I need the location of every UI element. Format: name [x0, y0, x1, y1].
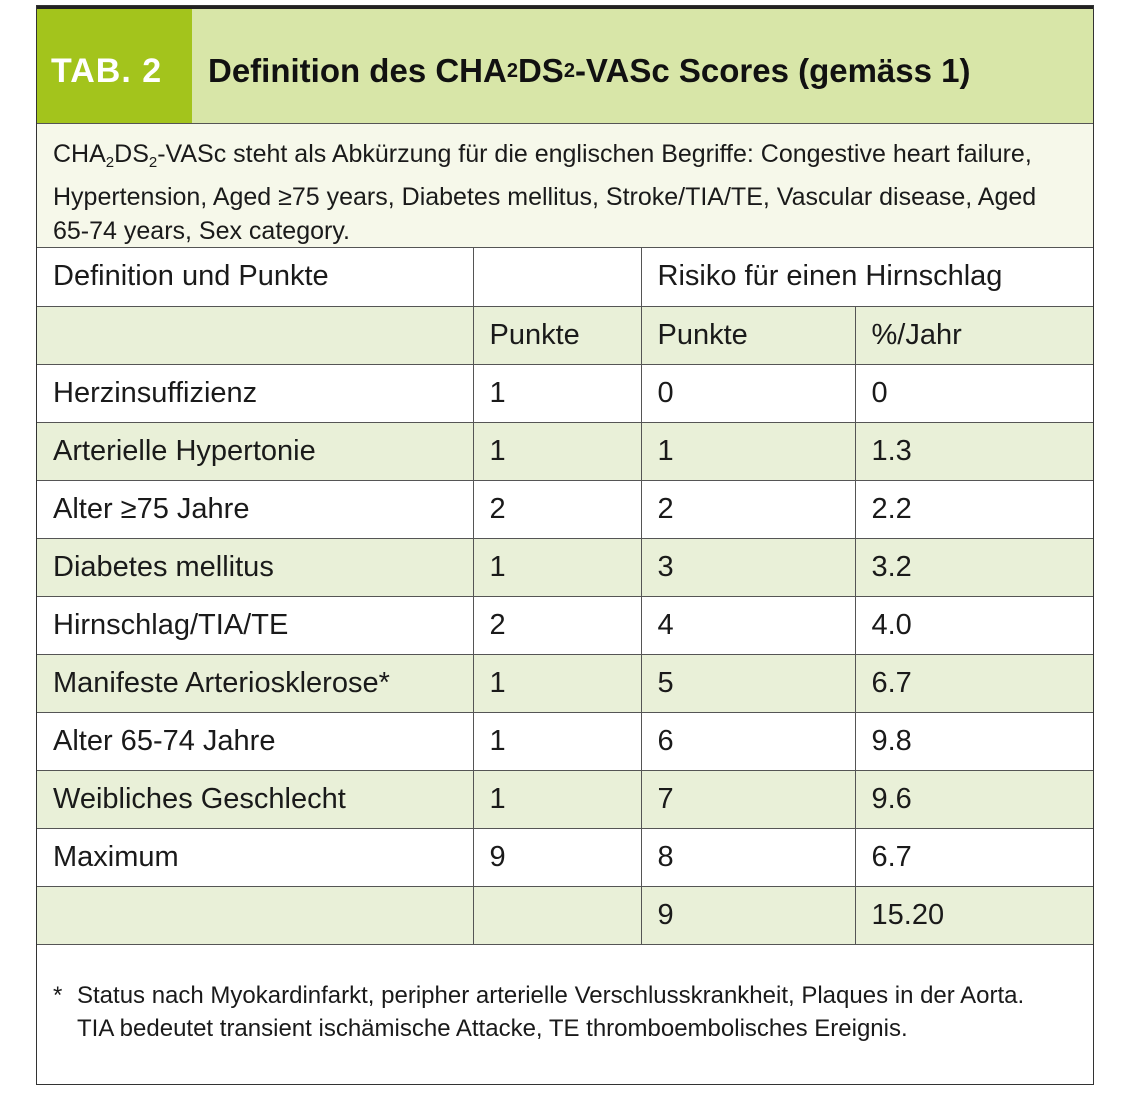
table-cell: 1.3 — [855, 422, 1093, 480]
table-row — [37, 364, 1093, 422]
header-cell — [473, 248, 641, 306]
table-cell: 9.6 — [855, 770, 1093, 828]
table-cell: 4 — [641, 596, 855, 654]
table-cell: 1 — [473, 422, 641, 480]
footnote-line — [53, 979, 1093, 1012]
table-cell: 0 — [855, 364, 1093, 422]
table-cell: 4.0 — [855, 596, 1093, 654]
table-cell: 1 — [641, 422, 855, 480]
table-row — [37, 770, 1093, 828]
table-number-label: TAB. 2 — [37, 9, 192, 123]
header-cell: Definition und Punkte — [37, 248, 473, 306]
table-cell: Herzinsuffizienz — [37, 364, 473, 422]
table-cell: 7 — [641, 770, 855, 828]
table-title — [192, 9, 1093, 123]
table-cell: 0 — [641, 364, 855, 422]
table-cell: 2 — [641, 480, 855, 538]
table-row — [37, 712, 1093, 770]
intro-text-3: -VASc steht als Abkürzung für die englischen Begriffe: Congestive heart failure, Hypertension, Aged ≥75 years, Diabetes mellitus, Stroke/TIA/TE, Vascular disease, Aged 65-74 years, Sex category. — [53, 140, 1037, 245]
table-row — [37, 422, 1093, 480]
footnote-asterisk: * — [53, 982, 63, 1009]
table-cell: 1 — [473, 770, 641, 828]
intro-text-2: DS — [114, 140, 149, 168]
table-row — [37, 828, 1093, 886]
table-cell: 15.20 — [855, 886, 1093, 944]
intro-subscript-1: 2 — [105, 154, 115, 171]
table-row — [37, 654, 1093, 712]
table-cell: Maximum — [37, 828, 473, 886]
table-cell: 2 — [473, 596, 641, 654]
footnote — [37, 969, 1093, 1084]
header-cell: %/Jahr — [855, 306, 1093, 364]
title-subscript-2: 2 — [563, 59, 575, 82]
table-cell: 8 — [641, 828, 855, 886]
title-subscript-1: 2 — [506, 59, 518, 82]
table-row — [37, 886, 1093, 944]
footnote-text: Status nach Myokardinfarkt, peripher arterielle Verschlusskrankheit, Plaques in der Aorta. — [77, 982, 1025, 1009]
table-cell — [37, 886, 473, 944]
table-cell: 1 — [473, 364, 641, 422]
table-cell: 2.2 — [855, 480, 1093, 538]
table-cell: Hirnschlag/TIA/TE — [37, 596, 473, 654]
header-row-1 — [37, 248, 1093, 306]
footnote-abbreviations: TIA bedeutet transient ischämische Attacke, TE thromboembolisches Ereignis. — [77, 1015, 908, 1042]
table-cell: Alter 65-74 Jahre — [37, 712, 473, 770]
table-frame — [36, 5, 1094, 1085]
table-cell: Manifeste Arteriosklerose* — [37, 654, 473, 712]
score-table — [37, 248, 1093, 945]
table-cell: 9 — [473, 828, 641, 886]
intro-text — [37, 124, 1093, 248]
table-row — [37, 596, 1093, 654]
table-row — [37, 538, 1093, 596]
table-cell: Weibliches Geschlecht — [37, 770, 473, 828]
header-cell: Punkte — [641, 306, 855, 364]
table-cell: 9 — [641, 886, 855, 944]
table-cell: 1 — [473, 654, 641, 712]
title-text-1: Definition des CHA — [208, 52, 507, 89]
table-header — [37, 6, 1093, 124]
table-cell: 6.7 — [855, 654, 1093, 712]
table-cell — [473, 886, 641, 944]
header-cell: Risiko für einen Hirnschlag — [641, 248, 1093, 306]
title-text-3: -VASc Scores (gemäss 1) — [574, 52, 971, 89]
header-cell — [37, 306, 473, 364]
table-cell: 3 — [641, 538, 855, 596]
table-cell: 2 — [473, 480, 641, 538]
table-cell: 5 — [641, 654, 855, 712]
header-cell: Punkte — [473, 306, 641, 364]
table-cell: 1 — [473, 538, 641, 596]
table-row — [37, 480, 1093, 538]
table-cell: 1 — [473, 712, 641, 770]
table-cell: 6.7 — [855, 828, 1093, 886]
table-cell: Diabetes mellitus — [37, 538, 473, 596]
intro-subscript-2: 2 — [148, 154, 158, 171]
table-cell: 9.8 — [855, 712, 1093, 770]
title-text-2: DS — [517, 52, 564, 89]
table-cell: 6 — [641, 712, 855, 770]
header-row-2 — [37, 306, 1093, 364]
intro-text-1: CHA — [53, 140, 106, 168]
table-cell: Arterielle Hypertonie — [37, 422, 473, 480]
table-cell: 3.2 — [855, 538, 1093, 596]
table-cell: Alter ≥75 Jahre — [37, 480, 473, 538]
